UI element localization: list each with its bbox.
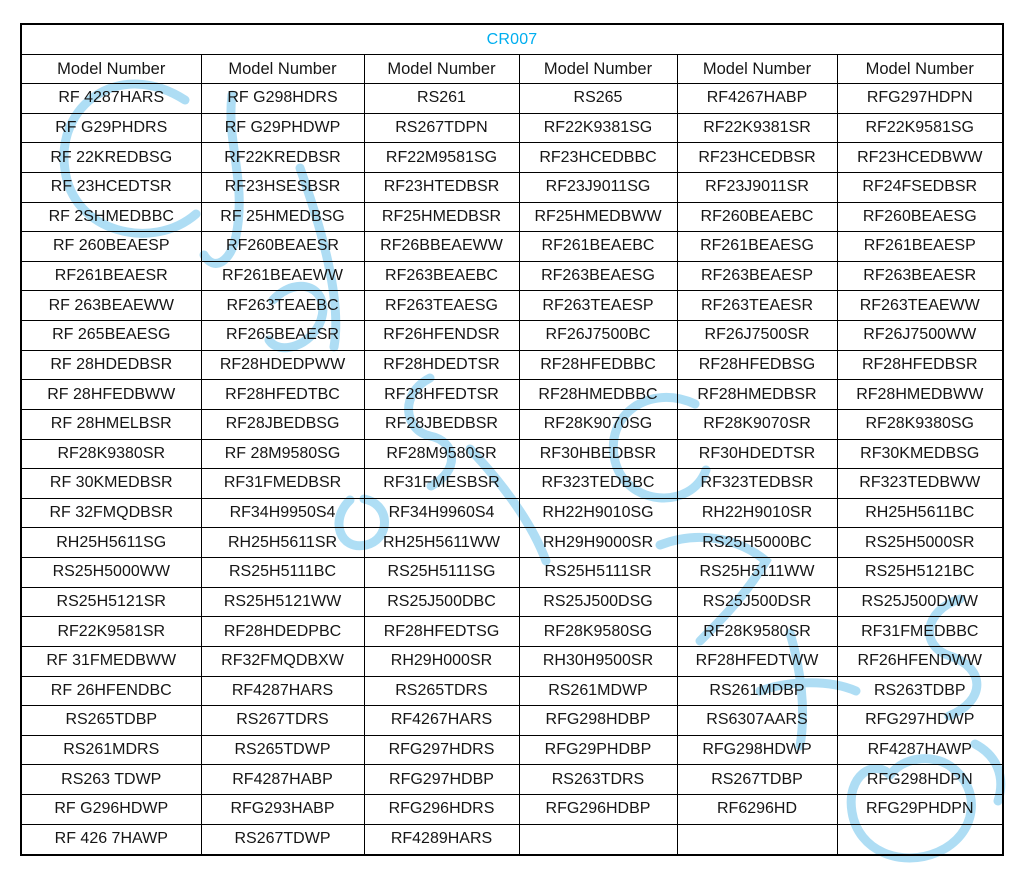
model-number-cell: RF28K9580SG — [519, 617, 677, 647]
table-row — [21, 824, 1003, 855]
model-number-cell: RF323TEDBSR — [677, 469, 837, 499]
column-header: Model Number — [677, 55, 837, 84]
model-number-cell: RFG293HABP — [201, 795, 364, 825]
model-number-cell: RFG298HDWP — [677, 735, 837, 765]
model-number-cell: RS265TDBP — [21, 706, 201, 736]
model-number-cell: RF 265BEAESG — [21, 321, 201, 351]
model-number-cell: RS261MDBP — [677, 676, 837, 706]
table-row — [21, 439, 1003, 469]
model-number-cell: RF4287HARS — [201, 676, 364, 706]
model-number-cell: RF28HMEDBSR — [677, 380, 837, 410]
model-number-cell: RF 263BEAEWW — [21, 291, 201, 321]
model-number-cell: RF22K9381SR — [677, 113, 837, 143]
model-number-cell: RH30H9500SR — [519, 646, 677, 676]
model-number-cell: RF28HMEDBBC — [519, 380, 677, 410]
model-number-cell: RF261BEAEWW — [201, 261, 364, 291]
model-number-cell: RF 30KMEDBSR — [21, 469, 201, 499]
model-number-cell: RF323TEDBBC — [519, 469, 677, 499]
model-number-cell: RS25H5000SR — [837, 528, 1003, 558]
model-number-cell: RF31FMEDBBC — [837, 617, 1003, 647]
model-number-cell: RF323TEDBWW — [837, 469, 1003, 499]
model-number-cell: RS267TDPN — [364, 113, 519, 143]
model-number-cell: RF23J9011SG — [519, 172, 677, 202]
model-number-cell: RF260BEAEBC — [677, 202, 837, 232]
model-number-cell: RF 26HFENDBC — [21, 676, 201, 706]
model-number-cell: RF23HCEDBSR — [677, 143, 837, 173]
model-number-cell: RF263BEAESP — [677, 261, 837, 291]
model-number-cell: RFG298HDPN — [837, 765, 1003, 795]
model-number-cell: RF4287HABP — [201, 765, 364, 795]
model-number-cell: RF265BEAESR — [201, 321, 364, 351]
model-number-cell: RS263TDBP — [837, 676, 1003, 706]
model-number-cell: RF 31FMEDBWW — [21, 646, 201, 676]
model-number-cell: RF28HFEDTBC — [201, 380, 364, 410]
table-row — [21, 202, 1003, 232]
model-number-cell: RF23HCEDBWW — [837, 143, 1003, 173]
model-number-cell: RF28K9380SG — [837, 409, 1003, 439]
table-row — [21, 232, 1003, 262]
model-number-cell: RS25J500DSR — [677, 587, 837, 617]
column-header-row — [21, 55, 1003, 84]
model-number-cell: RS25H5121BC — [837, 558, 1003, 588]
model-number-cell: RF30KMEDBSG — [837, 439, 1003, 469]
model-number-cell: RF263BEAEBC — [364, 261, 519, 291]
model-number-cell: RF28JBEDBSG — [201, 409, 364, 439]
model-number-cell: RF263TEAEBC — [201, 291, 364, 321]
model-number-cell: RF26HFENDWW — [837, 646, 1003, 676]
model-number-cell: RF28HDEDPWW — [201, 350, 364, 380]
table-row — [21, 321, 1003, 351]
table-row — [21, 84, 1003, 114]
model-number-cell: RF263BEAESR — [837, 261, 1003, 291]
model-number-cell: RF23HCEDBBC — [519, 143, 677, 173]
model-number-cell: RS261 — [364, 84, 519, 114]
model-number-cell: RS25H5111BC — [201, 558, 364, 588]
table-row — [21, 528, 1003, 558]
model-number-cell: RS261MDRS — [21, 735, 201, 765]
model-number-cell: RF28HFEDBBC — [519, 350, 677, 380]
model-number-cell: RS25H5111WW — [677, 558, 837, 588]
model-number-cell: RF28K9070SG — [519, 409, 677, 439]
column-header: Model Number — [837, 55, 1003, 84]
model-number-cell: RH25H5611BC — [837, 498, 1003, 528]
model-number-cell: RF4267HARS — [364, 706, 519, 736]
model-number-cell: RS25H5121SR — [21, 587, 201, 617]
model-number-cell: RS265TDWP — [201, 735, 364, 765]
model-number-cell: RF28K9070SR — [677, 409, 837, 439]
model-number-cell: RF G298HDRS — [201, 84, 364, 114]
model-number-cell: RF23HSESBSR — [201, 172, 364, 202]
table-row — [21, 291, 1003, 321]
model-number-cell — [837, 824, 1003, 855]
table-row — [21, 113, 1003, 143]
model-number-cell: RF 22KREDBSG — [21, 143, 201, 173]
model-number-cell: RF28M9580SR — [364, 439, 519, 469]
model-number-cell: RS261MDWP — [519, 676, 677, 706]
model-number-cell: RF263TEAESG — [364, 291, 519, 321]
model-number-cell: RFG297HDWP — [837, 706, 1003, 736]
model-number-cell: RF26HFENDSR — [364, 321, 519, 351]
model-number-cell: RF30HDEDTSR — [677, 439, 837, 469]
model-number-cell: RF 4287HARS — [21, 84, 201, 114]
model-number-cell: RF28HMEDBWW — [837, 380, 1003, 410]
column-header: Model Number — [519, 55, 677, 84]
model-number-cell: RS263 TDWP — [21, 765, 201, 795]
model-number-cell: RF 426 7HAWP — [21, 824, 201, 855]
model-number-cell: RH29H000SR — [364, 646, 519, 676]
model-number-cell: RS25H5000BC — [677, 528, 837, 558]
model-number-cell: RF30HBEDBSR — [519, 439, 677, 469]
model-number-cell: RF25HMEDBSR — [364, 202, 519, 232]
model-number-cell: RF261BEAEBC — [519, 232, 677, 262]
model-number-cell: RF28K9580SR — [677, 617, 837, 647]
model-number-cell: RF 32FMQDBSR — [21, 498, 201, 528]
model-number-cell: RF G29PHDRS — [21, 113, 201, 143]
column-header: Model Number — [21, 55, 201, 84]
model-number-cell: RF23HTEDBSR — [364, 172, 519, 202]
model-number-cell: RF26J7500WW — [837, 321, 1003, 351]
model-number-cell: RS267TDWP — [201, 824, 364, 855]
model-number-cell: RF34H9960S4 — [364, 498, 519, 528]
model-number-cell: RF260BEAESR — [201, 232, 364, 262]
model-number-cell: RF263TEAEWW — [837, 291, 1003, 321]
model-number-cell: RF 28HDEDBSR — [21, 350, 201, 380]
model-number-cell: RF28HFEDTWW — [677, 646, 837, 676]
model-number-cell: RF G296HDWP — [21, 795, 201, 825]
table-row — [21, 587, 1003, 617]
model-number-cell: RF34H9950S4 — [201, 498, 364, 528]
table-row — [21, 765, 1003, 795]
model-number-cell: RS265 — [519, 84, 677, 114]
table-row — [21, 261, 1003, 291]
model-number-cell: RF261BEAESP — [837, 232, 1003, 262]
model-number-cell: RF22K9381SG — [519, 113, 677, 143]
model-number-cell: RS265TDRS — [364, 676, 519, 706]
model-number-cell: RF28HFEDBSR — [837, 350, 1003, 380]
model-number-cell: RFG29PHDPN — [837, 795, 1003, 825]
model-number-cell — [519, 824, 677, 855]
model-number-cell: RFG297HDRS — [364, 735, 519, 765]
model-number-cell: RF28JBEDBSR — [364, 409, 519, 439]
model-number-cell: RS25J500DBC — [364, 587, 519, 617]
model-number-cell: RS25H5111SG — [364, 558, 519, 588]
model-number-cell: RF 260BEAESP — [21, 232, 201, 262]
model-number-cell: RF4287HAWP — [837, 735, 1003, 765]
table-row — [21, 646, 1003, 676]
model-number-cell: RS25H5111SR — [519, 558, 677, 588]
model-number-cell: RF263BEAESG — [519, 261, 677, 291]
model-number-cell: RF25HMEDBWW — [519, 202, 677, 232]
model-number-cell: RH25H5611WW — [364, 528, 519, 558]
model-number-cell: RF6296HD — [677, 795, 837, 825]
model-number-cell: RF261BEAESR — [21, 261, 201, 291]
model-number-cell: RF22KREDBSR — [201, 143, 364, 173]
table-row — [21, 558, 1003, 588]
model-number-cell: RH22H9010SR — [677, 498, 837, 528]
model-number-cell: RF 28HMELBSR — [21, 409, 201, 439]
model-number-cell: RH25H5611SR — [201, 528, 364, 558]
model-number-cell: RF24FSEDBSR — [837, 172, 1003, 202]
model-number-cell: RS267TDRS — [201, 706, 364, 736]
model-number-cell: RF28HDEDTSR — [364, 350, 519, 380]
model-number-cell: RF31FMESBSR — [364, 469, 519, 499]
model-number-table — [20, 23, 1004, 856]
model-number-cell: RF23J9011SR — [677, 172, 837, 202]
model-number-cell: RS25J500DSG — [519, 587, 677, 617]
model-number-cell: RF26BBEAEWW — [364, 232, 519, 262]
model-number-cell: RF 23HCEDTSR — [21, 172, 201, 202]
table-row — [21, 706, 1003, 736]
model-number-cell: RF22K9581SG — [837, 113, 1003, 143]
model-number-cell: RS25J500DWW — [837, 587, 1003, 617]
model-number-cell: RF22K9581SR — [21, 617, 201, 647]
model-number-cell: RF4289HARS — [364, 824, 519, 855]
model-number-cell: RF263TEAESP — [519, 291, 677, 321]
model-number-cell: RF28K9380SR — [21, 439, 201, 469]
table-row — [21, 735, 1003, 765]
model-number-cell: RFG297HDPN — [837, 84, 1003, 114]
model-number-cell: RS267TDBP — [677, 765, 837, 795]
model-number-cell: RS6307AARS — [677, 706, 837, 736]
model-number-cell: RF28HDEDPBC — [201, 617, 364, 647]
table-row — [21, 143, 1003, 173]
model-number-cell: RFG296HDBP — [519, 795, 677, 825]
model-number-cell: RFG298HDBP — [519, 706, 677, 736]
model-number-cell: RF261BEAESG — [677, 232, 837, 262]
model-number-cell — [677, 824, 837, 855]
column-header: Model Number — [201, 55, 364, 84]
model-number-cell: RF4267HABP — [677, 84, 837, 114]
column-header: Model Number — [364, 55, 519, 84]
model-number-cell: RH22H9010SG — [519, 498, 677, 528]
model-number-cell: RS25H5000WW — [21, 558, 201, 588]
model-number-cell: RFG29PHDBP — [519, 735, 677, 765]
model-number-cell: RH25H5611SG — [21, 528, 201, 558]
model-number-cell: RF31FMEDBSR — [201, 469, 364, 499]
table-row — [21, 498, 1003, 528]
model-number-cell: RFG297HDBP — [364, 765, 519, 795]
model-number-cell: RH29H9000SR — [519, 528, 677, 558]
table-row — [21, 350, 1003, 380]
model-number-cell: RF 28M9580SG — [201, 439, 364, 469]
table-row — [21, 172, 1003, 202]
model-number-cell: RF 25HMEDBSG — [201, 202, 364, 232]
table-row — [21, 795, 1003, 825]
model-number-cell: RF26J7500BC — [519, 321, 677, 351]
table-row — [21, 676, 1003, 706]
model-number-cell: RS25H5121WW — [201, 587, 364, 617]
table-row — [21, 469, 1003, 499]
model-number-cell: RF260BEAESG — [837, 202, 1003, 232]
title-row — [21, 24, 1003, 55]
model-number-cell: RS263TDRS — [519, 765, 677, 795]
model-number-cell: RF 28HFEDBWW — [21, 380, 201, 410]
model-number-cell: RF32FMQDBXW — [201, 646, 364, 676]
model-number-cell: RF28HFEDBSG — [677, 350, 837, 380]
model-number-cell: RF28HFEDTSR — [364, 380, 519, 410]
model-number-cell: RFG296HDRS — [364, 795, 519, 825]
model-number-cell: RF22M9581SG — [364, 143, 519, 173]
table-row — [21, 409, 1003, 439]
table-row — [21, 380, 1003, 410]
model-number-cell: RF 2SHMEDBBC — [21, 202, 201, 232]
table-row — [21, 617, 1003, 647]
model-number-cell: RF G29PHDWP — [201, 113, 364, 143]
table-title: CR007 — [21, 24, 1003, 55]
model-number-cell: RF26J7500SR — [677, 321, 837, 351]
model-number-cell: RF263TEAESR — [677, 291, 837, 321]
model-number-cell: RF28HFEDTSG — [364, 617, 519, 647]
